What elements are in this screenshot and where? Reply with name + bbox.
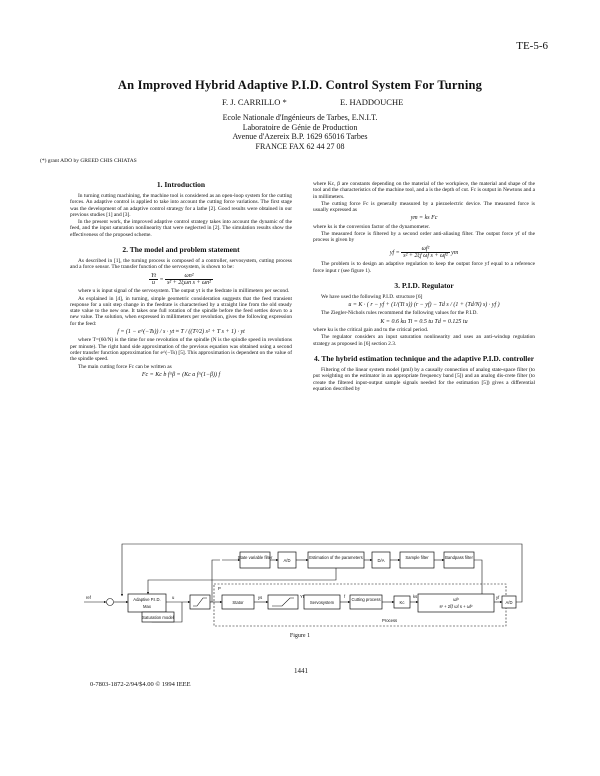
eq-numerator: ωf² [401,246,449,253]
eq-denominator: s² + 2ξf ωf s + ωf² [403,252,448,259]
paragraph: The regulator considers an input saturation nonlinearity and uses an anti-windup regulation strategy as proposed in [6] section 2.3. [313,334,535,347]
eq-lhs: yf = [389,249,400,256]
label-cutting: Cutting process [351,597,381,602]
label-sample-filter: Sample filter [405,555,429,560]
section-heading: 2. The model and problem statement [122,245,240,255]
paragraph: The main cutting force Fc can be written as [78,363,172,370]
footnote: (*) grant ADO by GREED CHIS CHIATAS [40,158,137,164]
paragraph: where ku is the critical gain and tu the critical period. [313,327,429,334]
label-max: Max [143,604,151,609]
page-number: 1441 [294,667,308,675]
paragraph: Filtering of the linear system model (pml) by a causally connection of analog state-space filter (to put weighting on the estimator in an appropriate frequency band [5]) and an analog dis-crete filter (to create the filtered input-output sample signals needed for the estimation [5]) gives a differential equation described by [313,366,535,392]
label-process: Process [382,618,398,623]
section-heading: 4. The hybrid estimation technique and the adaptive P.I.D. controller [313,353,535,363]
paper-title: An Improved Hybrid Adaptive P.I.D. Control System For Turning [117,78,483,92]
label-bandpass: Bandpass filter [445,555,473,560]
section-heading: 1. Introduction [156,180,206,189]
eq-lhs: Yt [151,272,157,279]
paragraph: In the present work, the improved adaptive control strategy takes into account the dynamic of the feed, and the input saturation nonlinearity that were neglected in [2]. The simulation results show the effectiveness of the proposed scheme. [70,219,292,238]
paragraph: where T=(60/N) is the time for one revolution of the spindle (N is the spindle speed in revolutions per minute). The right hand side approximation of the previous equation was obtained using a second order transfer function approximation for e^(−Ts) [5]. This approximation is dependent on the value of the spindle speed. [70,337,292,363]
label-stator: Stator [232,600,244,605]
paragraph: As described in [1], the turning process is composed of a controller, servosystem, cutting process and a force sensor. The transfer function of the servosystem, is shown to be: [70,258,292,271]
paragraph: As explained in [4], in turning, simple geometric consideration suggests that the feed transient response for a unit step change in the feedrate is characterised by a straight line from the old steady state value to the new one. It takes one full rotation of the spindle before the feed settles down to a new value. The solution, when expressed in millimeters per revolution, gives the following expression for the feed: [70,295,292,327]
flow-label-u: u [172,595,175,600]
paragraph: where ks is the conversion factor of the dynamometer. [313,223,430,230]
figure-caption: Figure 1 [289,633,311,639]
label-estimation: Estimation of the parameters [309,555,363,560]
equation-servo: $\frac{Yt}{u}$ = $\frac{\text{ωn²}}{\text{s² + 2ξωn s + ωn²}}$ [151,272,211,286]
paragraph: The Ziegler-Nichols rules recommend the following values for the P.I.D. [321,310,478,317]
right-column [313,181,535,393]
label-kc: Kc [399,600,405,605]
label-ad: A/D [283,558,291,563]
affiliation [0,113,600,151]
equation-force: Fc = Kc b f^β = (Kc a f^(1−β)) f [141,371,221,378]
equation-filter [313,246,535,260]
eq-denominator: s² + 2ξωn s + ωn² [167,279,211,286]
paragraph: The cutting force Fc is generally measured by a piezoelectric device. The measured force is usually expressed as [313,200,535,214]
flow-label-yf: yf [496,595,500,600]
paragraph: The problem is to design an adaptive regulation to keep the output force yf equal to a reference force input r (see figure 1). [313,261,535,274]
label-da: D/A [377,558,385,563]
eq-numerator: ωn² [165,273,213,280]
label-feed: f [344,594,346,599]
affiliation-line: FRANCE FAX 62 44 27 08 [255,141,345,151]
paragraph: where Kc, β are constants depending on the material of the workpiece, the material and shape of the tool and the characteristics of the machine tool, and a is the depth of cut. Fc is output in Newtons and a in millimeters. [313,181,536,200]
left-column [70,180,292,380]
equation-ziegler: K = 0.6 ku Ti = 0.5 tu Td = 0.125 tu [380,318,468,325]
label-antialias-num: ωf² [453,597,459,602]
paper-id: TE-5-6 [516,40,548,52]
label-servosystem: Servosystem [309,600,335,605]
label-yt: Yt [300,594,304,599]
affiliation-line: Ecole Nationale d'Ingénieurs de Tarbes, E.N.I.T. [222,113,378,122]
flow-label-ys: ys [258,595,263,600]
paragraph: The measured force is filtered by a second order anti-aliasing filter. The output force yf of the process is given by [313,231,535,244]
label-ks: ks [413,594,418,599]
label-saturation: Saturation model [142,615,174,620]
block-diagram [82,540,534,636]
author-2: E. HADDOUCHE [340,97,404,107]
label-antialias-den: s² + 2ξf ωf s + ωf² [439,604,473,609]
paragraph: We have used the following P.I.D. structure [6] [321,293,423,300]
label-adaptive-pid: Adaptive P.I.D. [133,597,161,602]
paragraph: In turning cutting machining, the machine tool is considered as an open-loop system for the cutting forces. An adaptive control is applied to take into account the cutting force variations. The first stage was the development of an adaptive control strategy for a lathe [2]. Good results were obtained in our previous studies [1] and [3]. [70,193,292,218]
isbn-line: 0-7803-1872-2/94/$4.00 © 1994 IEEE [90,681,191,688]
affiliation-line: Laboratoire de Génie de Production [242,122,358,132]
label-plant: P [218,586,221,591]
paragraph: where u is input signal of the servosystem. The output yt is the feedrate in millimeters per second. [78,288,290,295]
label-ad-out: A/D [505,600,513,605]
label-svf: State variable filter [237,555,273,560]
affiliation-line: Avenue d'Azereix B.P. 1629 65016 Tarbes [232,132,368,141]
equation-pid: u = K · ( r − yf + (1/(Ti s)) (r − yf) − Td s / (1 + (Td/N) s) · yf ) [348,302,500,309]
eq-rhs: ym [451,249,459,256]
ramp-block [268,595,298,609]
equation-measure: ym = ks Fc [410,215,438,222]
section-heading: 3. P.I.D. Regulator [394,280,454,290]
eq-u: u [152,279,155,286]
flow-label-ref: ref [86,595,91,600]
equation-feed: f = (1 − e^(−Ts)) / s · yt ≈ T / ((T²/2) s² + T s + 1) · yt [117,329,245,336]
author-1: F. J. CARRILLO * [222,97,287,107]
